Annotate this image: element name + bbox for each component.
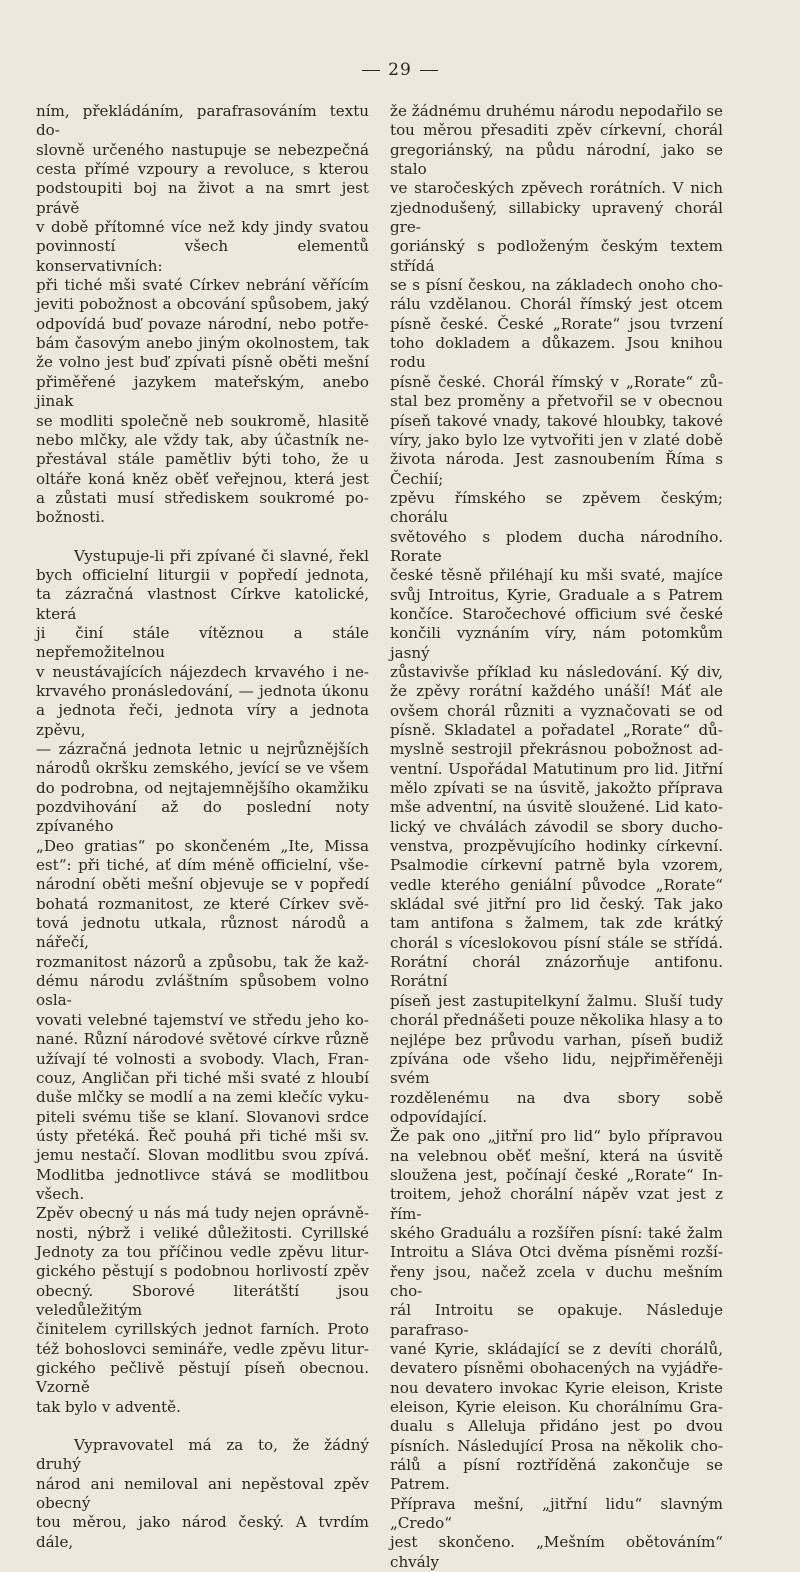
left-paragraph-1	[36, 102, 369, 528]
page-number-dash-right	[420, 70, 438, 71]
text-line: obecný. Sborové literátští jsou veledůležitým	[36, 1281, 369, 1319]
text-line: končili vyznáním víry, nám potomkům jasný	[390, 624, 723, 662]
text-line: tou měrou, jako národ český. A tvrdím dále,	[36, 1513, 369, 1551]
text-line: na velebnou oběť mešní, která na úsvitě	[390, 1146, 723, 1165]
text-line: tou měrou přesaditi zpěv církevní, chorál	[390, 121, 723, 140]
text-line: pozdvihování až do poslední noty zpívaného	[36, 798, 369, 836]
text-line: — zázračná jednota letnic u nejrůznějších	[36, 740, 369, 758]
text-line: est“: při tiché, ať dím méně officielní, vše-	[36, 856, 369, 875]
text-line: Introitu a Sláva Otci dvěma písněmi rozší-	[390, 1243, 723, 1262]
text-line: nosti, nýbrž i veliké důležitosti. Cyrillské	[36, 1223, 369, 1242]
text-line: Rorátní chorál znázorňuje antifonu. Rorátní	[390, 953, 723, 991]
paragraph-gap	[36, 1417, 369, 1436]
text-line: sloužena jest, počínají české „Rorate“ In-	[390, 1165, 723, 1184]
text-line: jest skončeno. „Mešním obětováním“ chvály	[390, 1533, 723, 1571]
text-line: Vypravovatel má za to, že žádný druhý	[36, 1436, 369, 1474]
text-line: v neustávajících nájezdech krvavého i ne-	[36, 662, 369, 681]
text-line: vovati velebné tajemství ve středu jeho ko-	[36, 1010, 369, 1029]
text-line: troitem, jehož chorální nápěv vzat jest z řím-	[390, 1185, 723, 1223]
text-line: že volno jest buď zpívati písně oběti mešní	[36, 353, 369, 372]
text-line: toho dokladem a důkazem. Jsou knihou rodu	[390, 334, 723, 372]
text-line: se s písní českou, na základech onoho cho-	[390, 276, 723, 295]
text-line: „Deo gratias“ po skončeném „Ite, Missa	[36, 836, 369, 855]
text-line: svůj Introitus, Kyrie, Graduale a s Patrem	[390, 585, 723, 604]
text-line: vedle kterého geniální původce „Rorate“	[390, 875, 723, 894]
text-line: bych officielní liturgii v popředí jednota,	[36, 565, 369, 584]
text-line: povinností všech elementů konservativních:	[36, 237, 369, 275]
text-line: couz, Angličan při tiché mši svaté z hloubí	[36, 1068, 369, 1087]
text-line: písních. Následující Prosa na několik cho-	[390, 1436, 723, 1455]
text-line: devatero písněmi obohacených na vyjádře-	[390, 1359, 723, 1378]
text-line: chorál přednášeti pouze několika hlasy a to	[390, 1011, 723, 1030]
text-line: krvavého pronásledování, — jednota úkonu	[36, 681, 369, 700]
text-line: v době přítomné více než kdy jindy svatou	[36, 218, 369, 237]
text-line: piteli svému tiše se klaní. Slovanovi srdce	[36, 1107, 369, 1126]
text-line: gického pečlivě pěstují píseň obecnou. Vzorně	[36, 1359, 369, 1397]
text-line: Příprava mešní, „jitřní lidu“ slavným „Credo“	[390, 1494, 723, 1533]
text-line: dému národu zvláštním spůsobem volno osla-	[36, 972, 369, 1010]
text-line: jeviti pobožnost a obcování spůsobem, jaký	[36, 295, 369, 314]
page-number-text: 29	[388, 60, 412, 80]
text-line: ventní. Uspořádal Matutinum pro lid. Jitřní	[390, 759, 723, 778]
text-line: Zpěv obecný u nás má tudy nejen oprávně-	[36, 1204, 369, 1223]
page-number-dash-left	[362, 70, 380, 71]
text-line: nebo mlčky, ale vždy tak, aby účastník ne-	[36, 430, 369, 449]
text-line: mše adventní, na úsvitě sloužené. Lid kato-	[390, 798, 723, 817]
text-line: rálu vzdělanou. Chorál římský jest otcem	[390, 295, 723, 314]
text-line: venstva, prozpěvujícího hodinky církevní.	[390, 837, 723, 856]
text-line: ústy přetéká. Řeč pouhá při tiché mši sv.	[36, 1126, 369, 1145]
text-line: zjednodušený, sillabicky upravený chorál gre-	[390, 198, 723, 237]
text-line: písně. Skladatel a pořadatel „Rorate“ dů-	[390, 721, 723, 739]
text-line: odpovídá buď povaze národní, nebo potře-	[36, 314, 369, 333]
text-line: lický ve chválách závodil se sbory ducho-	[390, 817, 723, 836]
text-line: končíce. Staročechové officium své české	[390, 604, 723, 623]
text-line: Vystupuje-li při zpívané či slavné, řekl	[74, 546, 369, 565]
text-line: zpívána ode všeho lidu, nejpřiměřeněji svém	[390, 1049, 723, 1088]
text-line: zůstavivše příklad ku následování. Ký div,	[390, 662, 723, 681]
text-line: Jednoty za tou příčinou vedle zpěvu litur-	[36, 1242, 369, 1261]
text-line: Modlitba jednotlivce stává se modlitbou všech.	[36, 1165, 369, 1203]
text-line: rálů a písní roztříděná zakončuje se Patrem.	[390, 1456, 723, 1494]
text-line: píseň jest zastupitelkyní žalmu. Sluší tudy	[390, 991, 723, 1010]
text-line: a jednota řeči, jednota víry a jednota zpěvu,	[36, 701, 369, 739]
text-line: ského Graduálu a rozšířen písní: také žalm	[390, 1223, 723, 1242]
text-line: gického pěstují s podobnou horlivostí zpěv	[36, 1262, 369, 1281]
left-column	[36, 102, 369, 1552]
text-line: cesta přímé vzpoury a revoluce, s kterou	[36, 160, 369, 179]
text-line: goriánský s podloženým českým textem střídá	[390, 237, 723, 275]
text-line: řeny jsou, načež zcela v duchu mešním cho-	[390, 1262, 723, 1300]
text-line: při tiché mši svaté Církev nebrání věřícím	[36, 276, 369, 295]
text-line: že zpěvy rorátní každého unáší! Máť ale	[390, 682, 723, 701]
text-line: písně české. České „Rorate“ jsou tvrzení	[390, 314, 723, 333]
right-column	[390, 102, 723, 1572]
text-line: oltáře koná kněz oběť veřejnou, která jest	[36, 469, 369, 488]
text-line: nejlépe bez průvodu varhan, píseň budiž	[390, 1030, 723, 1049]
text-line: skládal své jitřní pro lid český. Tak jako	[390, 895, 723, 914]
text-line: chorál s víceslokovou písní stále se střídá.	[390, 933, 723, 952]
text-line: se modliti společně neb soukromě, hlasitě	[36, 411, 369, 430]
text-line: jemu nestačí. Slovan modlitbu svou zpívá.	[36, 1146, 369, 1165]
text-line: rozdělenému na dva sbory sobě odpovídající.	[390, 1088, 723, 1126]
text-line: národů okršku zemského, jevící se ve všem	[36, 759, 369, 778]
text-line: tam antifona s žalmem, tak zde krátký	[390, 914, 723, 933]
text-line: dualu s Alleluja přidáno jest po dvou	[390, 1417, 723, 1436]
text-line: podstoupiti boj na život a na smrt jest právě	[36, 179, 369, 217]
text-line: stal bez proměny a přetvořil se v obecnou	[390, 392, 723, 411]
text-line: ovšem chorál různiti a vyznačovati se od	[390, 701, 723, 720]
left-paragraph-3	[36, 1436, 369, 1552]
text-line: gregoriánský, na půdu národní, jako se stalo	[390, 140, 723, 179]
text-line: že žádnému druhému národu nepodařilo se	[390, 102, 723, 120]
text-line: vané Kyrie, skládající se z devíti chorálů,	[390, 1340, 723, 1358]
text-line: myslně sestrojil překrásnou pobožnost ad-	[390, 740, 723, 759]
text-line: též bohoslovci semináře, vedle zpěvu litur-	[36, 1339, 369, 1358]
text-line: nané. Různí národové světové církve různě	[36, 1030, 369, 1049]
text-line: Že pak ono „jitřní pro lid“ bylo přípravou	[390, 1127, 723, 1146]
text-line: božnosti.	[36, 508, 105, 527]
text-line: přestával stále pamětliv býti toho, že u	[36, 450, 369, 469]
text-line: ta zázračná vlastnost Církve katolické, která	[36, 585, 369, 623]
text-line: nou devatero invokac Kyrie eleison, Kriste	[390, 1378, 723, 1397]
text-line: zpěvu římského se zpěvem českým; chorálu	[390, 488, 723, 527]
text-line: tak bylo v adventě.	[36, 1397, 181, 1416]
text-line: světového s plodem ducha národního. Rorate	[390, 527, 723, 565]
text-line: národ ani nemiloval ani nepěstoval zpěv obecný	[36, 1474, 369, 1513]
text-line: píseň takové vnady, takové hloubky, takové	[390, 411, 723, 430]
text-line: ji činí stále vítěznou a stále nepřemožitelnou	[36, 623, 369, 662]
text-line: národní oběti mešní objevuje se v popředí	[36, 875, 369, 894]
text-line: Psalmodie církevní patrně byla vzorem,	[390, 856, 723, 875]
page-number	[0, 60, 800, 80]
text-line: rál Introitu se opakuje. Následuje parafraso-	[390, 1301, 723, 1339]
text-line: činitelem cyrillských jednot farních. Proto	[36, 1320, 369, 1339]
text-line: ním, překládáním, parafrasováním textu do-	[36, 102, 369, 140]
text-line: slovně určeného nastupuje se nebezpečná	[36, 140, 369, 159]
text-line: české těsně přiléhají ku mši svaté, majíce	[390, 566, 723, 585]
text-line: bám časovým anebo jiným okolnostem, tak	[36, 334, 369, 353]
text-line: bohatá rozmanitost, ze které Církev svě-	[36, 894, 369, 913]
text-line: užívají té volnosti a svobody. Vlach, Fran-	[36, 1049, 369, 1068]
text-line: života národa. Jest zasnoubením Říma s Čechií;	[390, 450, 723, 488]
text-line: víry, jako bylo lze vytvořiti jen v zlaté době	[390, 430, 723, 449]
text-line: písně české. Chorál římský v „Rorate“ zů-	[390, 372, 723, 391]
paragraph-gap	[36, 528, 369, 547]
text-line: do podrobna, od nejtajemnějšího okamžiku	[36, 778, 369, 797]
text-line: eleison, Kyrie eleison. Ku chorálnímu Gra-	[390, 1398, 723, 1417]
left-paragraph-2	[36, 547, 369, 1417]
text-line: rozmanitost názorů a způsobu, tak že kaž-	[36, 952, 369, 971]
text-line: tová jednotu utkala, různost národů a nářečí,	[36, 914, 369, 952]
text-line: duše mlčky se modlí a na zemi klečíc vyku-	[36, 1088, 369, 1107]
text-line: mělo zpívati se na úsvitě, jakožto příprava	[390, 779, 723, 798]
text-line: přiměřené jazykem mateřským, anebo jinak	[36, 372, 369, 411]
text-line: ve staročeských zpěvech rorátních. V nich	[390, 179, 723, 198]
text-line: a zůstati musí střediskem soukromé po-	[36, 488, 369, 507]
